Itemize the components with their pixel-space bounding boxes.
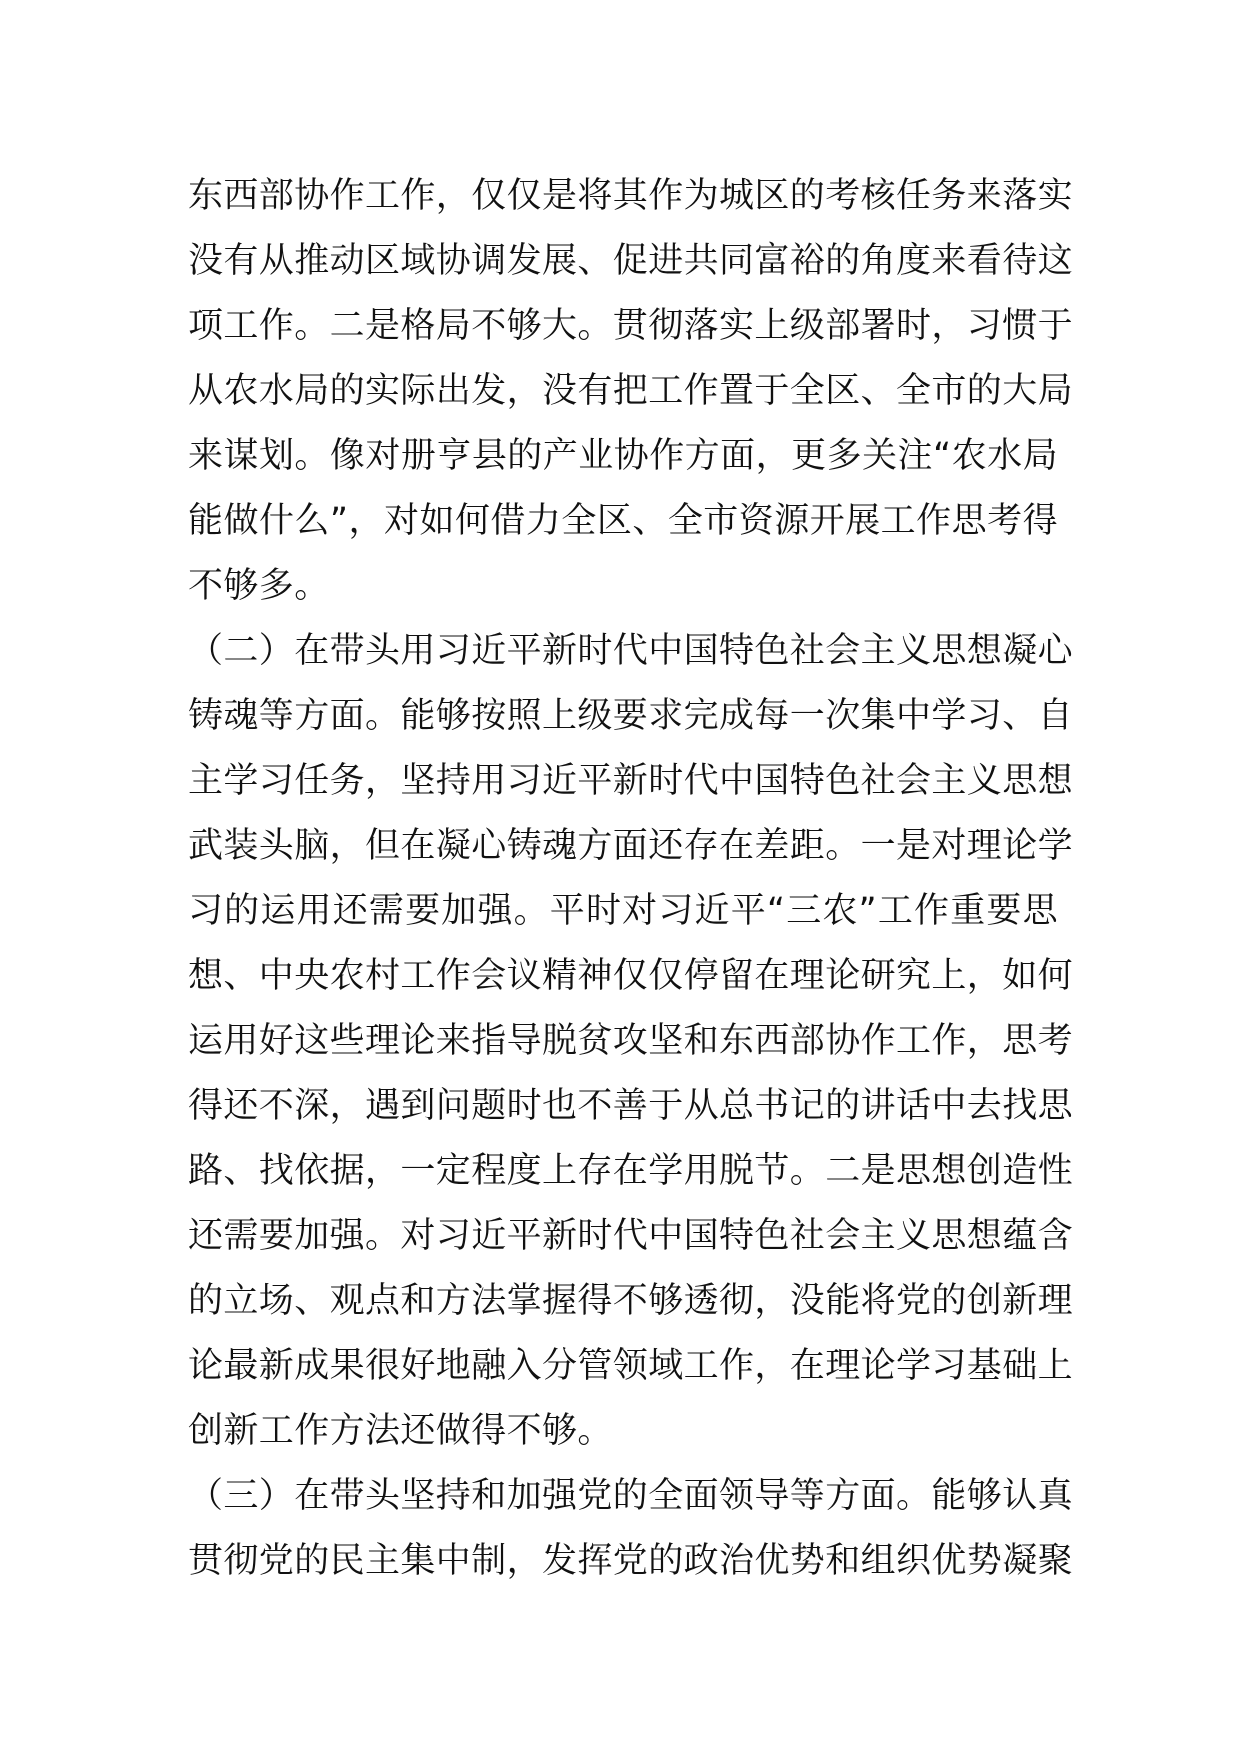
text-line: 东西部协作工作，仅仅是将其作为城区的考核任务来落实 <box>188 176 1074 216</box>
body-text <box>188 164 1074 1594</box>
text-line: 来谋划。像对册亨县的产业协作方面，更多关注“农水局 <box>188 436 1058 476</box>
text-line: 还需要加强。对习近平新时代中国特色社会主义思想蕴含 <box>188 1216 1074 1256</box>
text-line: 不够多。 <box>188 566 330 606</box>
text-line: 贯彻党的民主集中制，发挥党的政治优势和组织优势凝聚 <box>188 1541 1074 1581</box>
text-line: 没有从推动区域协调发展、促进共同富裕的角度来看待这 <box>188 241 1074 281</box>
section-heading-3: （三）在带头坚持和加强党的全面领导等方面。能够认真 <box>188 1476 1074 1516</box>
text-line: 论最新成果很好地融入分管领域工作，在理论学习基础上 <box>188 1346 1074 1386</box>
text-line: 项工作。二是格局不够大。贯彻落实上级部署时，习惯于 <box>188 306 1074 346</box>
section-heading-2: （二）在带头用习近平新时代中国特色社会主义思想凝心 <box>188 631 1074 671</box>
text-line: 运用好这些理论来指导脱贫攻坚和东西部协作工作，思考 <box>188 1021 1074 1061</box>
text-line: 武装头脑，但在凝心铸魂方面还存在差距。一是对理论学 <box>188 826 1074 866</box>
text-line: 习的运用还需要加强。平时对习近平“三农”工作重要思 <box>188 891 1058 931</box>
text-line: 的立场、观点和方法掌握得不够透彻，没能将党的创新理 <box>188 1281 1074 1321</box>
text-line: 路、找依据，一定程度上存在学用脱节。二是思想创造性 <box>188 1151 1074 1191</box>
text-line: 铸魂等方面。能够按照上级要求完成每一次集中学习、自 <box>188 696 1074 736</box>
text-line: 主学习任务，坚持用习近平新时代中国特色社会主义思想 <box>188 761 1074 801</box>
text-line: 想、中央农村工作会议精神仅仅停留在理论研究上，如何 <box>188 956 1074 996</box>
text-line: 创新工作方法还做得不够。 <box>188 1411 613 1451</box>
text-line: 得还不深，遇到问题时也不善于从总书记的讲话中去找思 <box>188 1086 1074 1126</box>
text-line: 能做什么”，对如何借力全区、全市资源开展工作思考得 <box>188 501 1058 541</box>
text-line: 从农水局的实际出发，没有把工作置于全区、全市的大局 <box>188 371 1074 411</box>
